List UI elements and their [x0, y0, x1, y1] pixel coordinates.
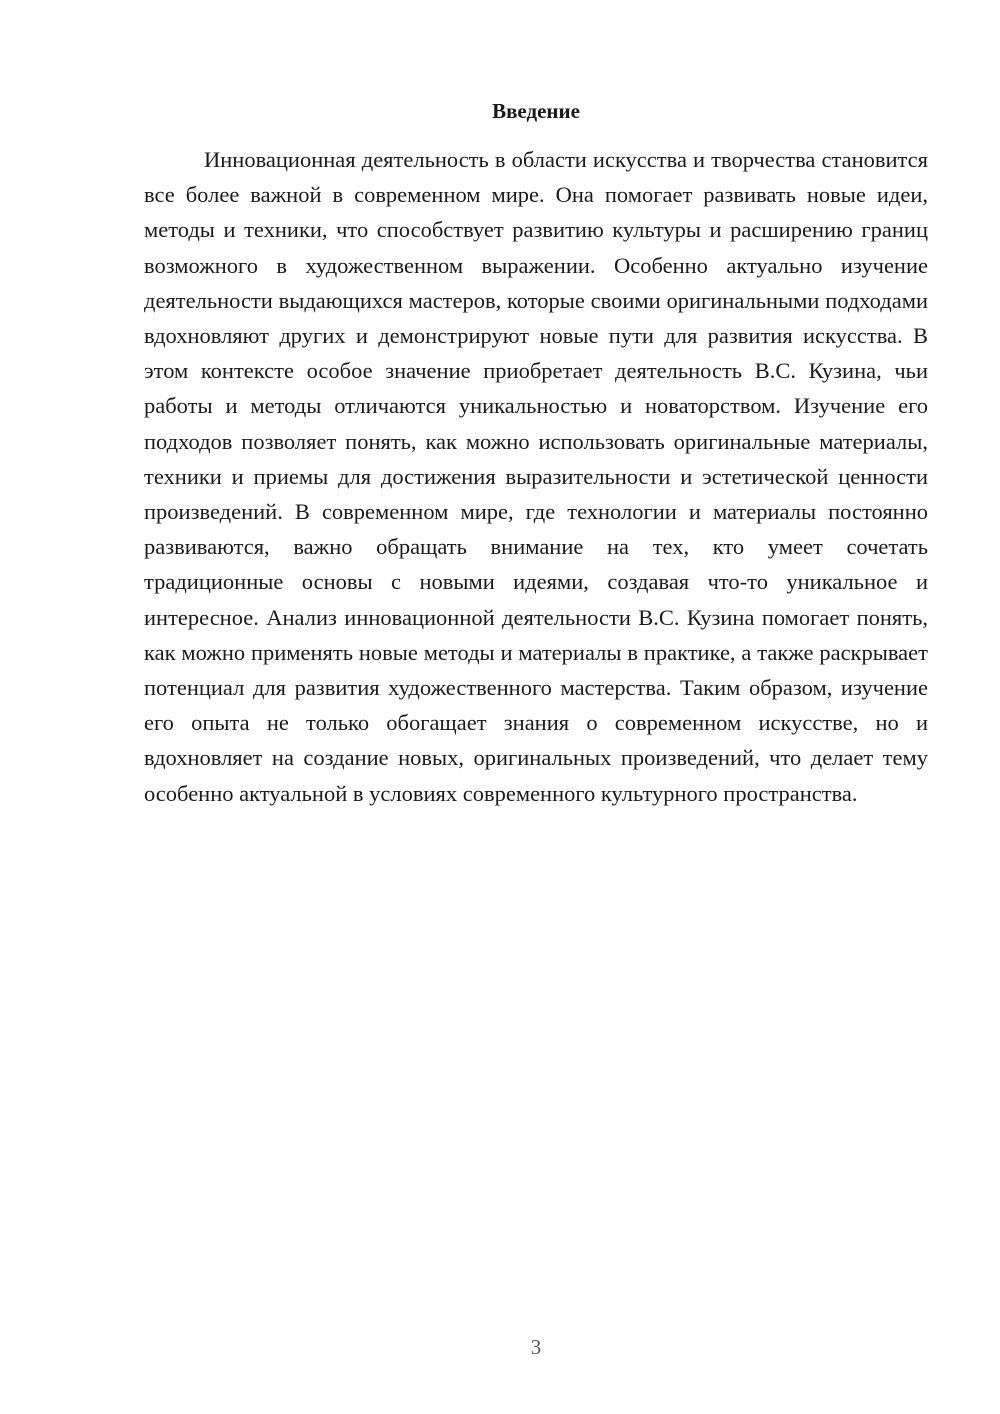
introduction-paragraph: Инновационная деятельность в области искусства и творчества становится все более важной в современном мире. Она помогает развивать новые идеи, методы и техники, что способствует развитию культуры и расширению границ возможного в художественном выражении. Особенно актуально изучение деятельности выдающихся мастеров, которые своими оригинальными подходами вдохновляют других и демонстрируют новые пути для развития искусства. В этом контексте особое значение приобретает деятельность В.С. Кузина, чьи работы и методы отличаются уникальностью и новаторством. Изучение его подходов позволяет понять, как можно использовать оригинальные материалы, техники и приемы для достижения выразительности и эстетической ценности произведений. В современном мире, где технологии и материалы постоянно развиваются, важно обращать внимание на тех, кто умеет сочетать традиционные основы с новыми идеями, создавая что-то уникальное и интересное. Анализ инновационной деятельности В.С. Кузина помогает понять, как можно применять новые методы и материалы в практике, а также раскрывает потенциал для развития художественного мастерства. Таким образом, изучение его опыта не только обогащает знания о современном искусстве, но и вдохновляет на создание новых, оригинальных произведений, что делает тему особенно актуальной в условиях современного культурного пространства. — [144, 147, 928, 806]
section-heading: Введение — [492, 99, 580, 123]
page-number: 3 — [530, 1335, 542, 1359]
